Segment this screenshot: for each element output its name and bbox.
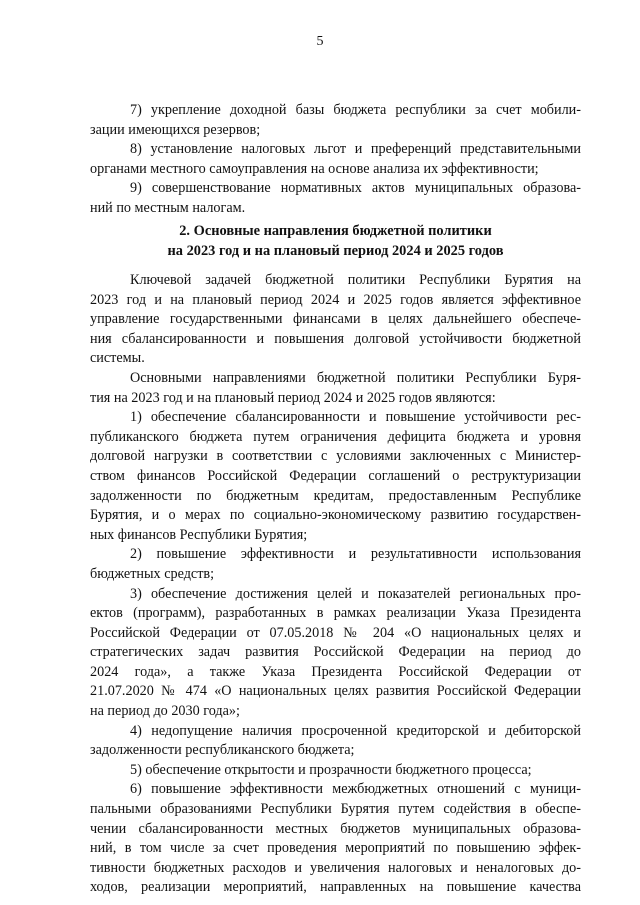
text-line: Российской Федерации от 07.05.2018 № 204 «О национальных целях и xyxy=(90,624,581,641)
text-line: ходов, реализации мероприятий, направленных на повышение качества xyxy=(90,879,581,896)
section-heading-line-2: на 2023 год и на плановый период 2024 и 2025 годов xyxy=(167,242,504,259)
text-line: 2024 года», а также Указа Президента Российской Федерации от xyxy=(90,663,581,680)
section-body xyxy=(90,271,581,898)
text-line: ектов (программ), разработанных в рамках реализации Указа Президента xyxy=(90,605,581,622)
section-heading-line-1: 2. Основные направления бюджетной политики xyxy=(179,223,492,239)
text-line: Ключевой задачей бюджетной политики Республики Бурятия на xyxy=(130,272,581,288)
text-line: задолженности республиканского бюджета; xyxy=(90,742,355,759)
text-line: задолженности по бюджетным кредитам, предоставленным Республике xyxy=(90,487,581,504)
text-line: 7) укрепление доходной базы бюджета республики за счет мобили- xyxy=(130,102,581,118)
text-line: ний, в том числе за счет проведения мероприятий по повышению эффек- xyxy=(90,840,581,857)
text-line: тивности бюджетных расходов и увеличения налоговых и неналоговых до- xyxy=(90,859,581,876)
text-line: ных финансов Республики Бурятия; xyxy=(90,526,308,543)
list-continuation xyxy=(90,101,581,219)
text-line: 2) повышение эффективности и результативности использования xyxy=(130,546,581,563)
text-line: 3) обеспечение достижения целей и показателей региональных про- xyxy=(130,585,581,602)
text-line: ством финансов Российской Федерации соглашений о реструктуризации xyxy=(90,467,581,484)
text-line: пальными образованиями Республики Бурятия путем содействия в обеспе- xyxy=(90,801,581,818)
text-line: системы. xyxy=(90,350,145,367)
text-line: Бурятия, и о мерах по социально-экономическому развитию государствен- xyxy=(90,507,581,524)
text-line: 4) недопущение наличия просроченной кредиторской и дебиторской xyxy=(130,722,581,739)
section-heading xyxy=(90,222,581,261)
text-line: на период до 2030 года»; xyxy=(90,703,240,720)
text-line: 8) установление налоговых льгот и преференций представительными xyxy=(130,141,581,158)
text-line: публиканского бюджета путем ограничения дефицита бюджета и уровня xyxy=(90,428,581,445)
text-line: бюджетных средств; xyxy=(90,565,215,582)
text-line: ния сбалансированности и повышения долговой устойчивости бюджетной xyxy=(90,330,581,347)
text-line: ний по местным налогам. xyxy=(90,199,246,216)
text-line: чении сбалансированности местных бюджетов муниципальных образова- xyxy=(90,820,581,837)
text-line: зации имеющихся резервов; xyxy=(90,121,261,138)
text-line: тия на 2023 год и на плановый период 2024 и 2025 годов являются: xyxy=(90,389,496,406)
text-line: 5) обеспечение открытости и прозрачности бюджетного процесса; xyxy=(130,761,532,778)
text-line: 1) обеспечение сбалансированности и повышение устойчивости рес- xyxy=(130,409,581,426)
text-line: 6) повышение эффективности межбюджетных отношений с муници- xyxy=(130,781,581,798)
text-line: управление государственными финансами в целях дальнейшего обеспече- xyxy=(90,311,581,328)
text-line: 9) совершенствование нормативных актов муниципальных образова- xyxy=(130,180,581,197)
text-line: органами местного самоуправления на основе анализа их эффективности; xyxy=(90,160,539,177)
text-line: 2023 год и на плановый период 2024 и 2025 годов является эффективное xyxy=(90,291,581,308)
text-line: долговой нагрузки в соответствии с условиями заключенных с Министер- xyxy=(90,448,581,465)
text-line: 21.07.2020 № 474 «О национальных целях развития Российской Федерации xyxy=(90,683,581,700)
text-line: стратегических задач развития Российской Федерации на период до xyxy=(90,644,581,661)
page-number: 5 xyxy=(316,34,324,49)
text-line: Основными направлениями бюджетной политики Республики Буря- xyxy=(130,369,581,386)
